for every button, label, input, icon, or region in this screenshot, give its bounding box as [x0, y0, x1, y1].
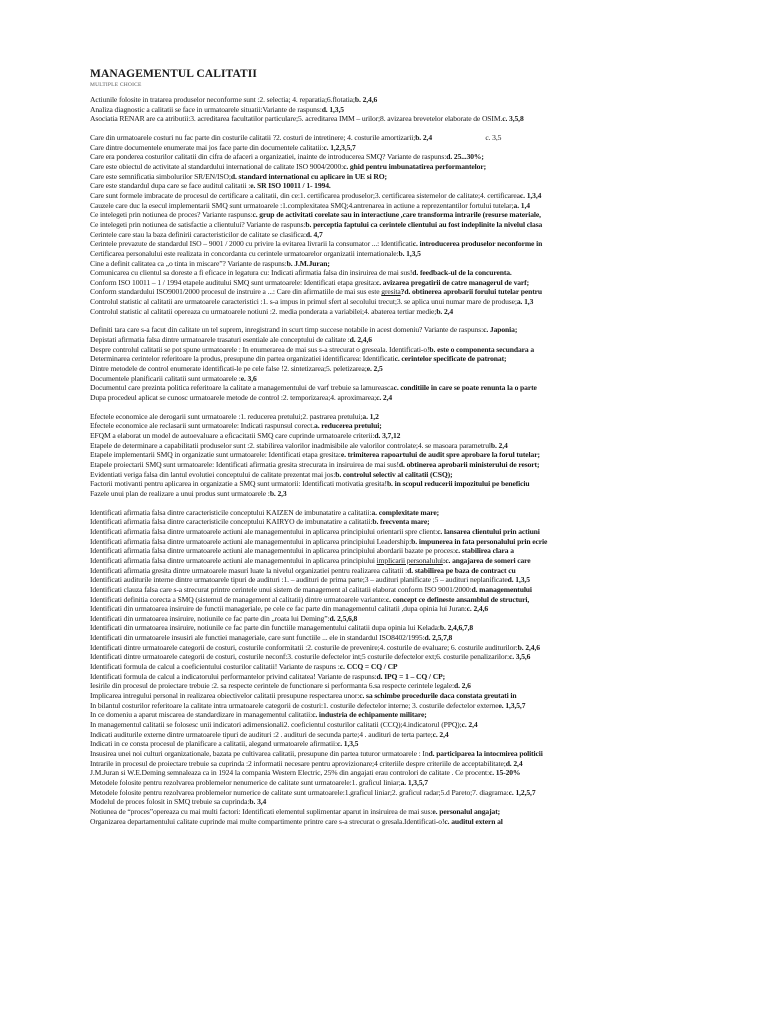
- question-line: [90, 807, 730, 817]
- question-line: [90, 701, 730, 711]
- section-gap: [90, 124, 730, 133]
- question-text: Cauzele care duc la esecul implementarii SMQ sunt urmatoarele :1.complexitatea SMQ;4.antrenarea in actiune a reprezentantilor fortului tutelar;: [90, 200, 514, 210]
- question-text: Controlul statistic al calitatii are urmatoarele caracteristici :1. s-a impus in primul sfert al secolului trecut;3. se aplica unui numar mare de produse;: [90, 297, 517, 307]
- question-line: [90, 623, 730, 633]
- answer-text: b. 2,3: [269, 488, 287, 498]
- answer-text: d. 2,4,6: [349, 335, 372, 345]
- question-text: Cerintele care stau la baza definirii caracteristicilor de calitate se clasifica:: [90, 229, 306, 239]
- answer-text: b. 3,4: [249, 797, 267, 807]
- answer-text: d. 1,3,5: [321, 104, 344, 114]
- answer-text: c. 3,5,8: [502, 114, 524, 124]
- question-line: [90, 95, 730, 105]
- answer-text: d. 1,3,5: [507, 575, 530, 585]
- question-text: Identificati afirmatia gresita dintre urmatoarele masuri luate la nivelul organizatiei pentru realizarea calitatii :: [90, 565, 408, 575]
- question-text: Identificati dintre urmatoarele categorii de costuri, costurile conformitatii :2. costurile de prevenire;4. costurile de evaluare; 6. costurile auditurilor:: [90, 642, 518, 652]
- question-line: [90, 508, 730, 518]
- question-text: Identificati dintre urmatoarele categorii de costuri, costurile neconf:3. costurile defectelor int;5 costurile defectelor ext;6. costurile penalizarilor:: [90, 652, 509, 662]
- question-line: [90, 759, 730, 769]
- answer-text: e. SR ISO 10011 / 1- 1994.: [250, 181, 331, 191]
- question-line: [90, 739, 730, 749]
- question-line: [90, 259, 730, 269]
- question-line: [90, 335, 730, 345]
- question-line: [90, 230, 730, 240]
- question-line: [90, 537, 730, 547]
- answer-text: ?d. obtinerea aprobarii forului tutelar pentru: [400, 287, 542, 297]
- question-line: [90, 181, 730, 191]
- question-text: Documentul care prezinta politica referitoare la calitate a managementului de varf trebuie sa lamureasca: [90, 383, 394, 393]
- answer-text: c. ghid pentru imbunatatirea performantelor;: [343, 161, 486, 171]
- question-line: [90, 278, 730, 288]
- question-text: Fazele unui plan de realizare a unui produs sunt urmatoarele :: [90, 488, 270, 498]
- answer-text: a. 1,3: [516, 297, 534, 307]
- question-line: [90, 817, 730, 827]
- question-text: Modelul de proces folosit in SMQ trebuie sa cuprinda:: [90, 797, 250, 807]
- answer-text: c. introducerea produselor neconforme in: [412, 239, 543, 249]
- answer-text: e. 3,6: [240, 373, 257, 383]
- question-text: Conform standardului ISO9001/2000 procesul de instruire a ...: Care din afirmatiile de mai sus este: [90, 287, 382, 297]
- answer-text: c. CCQ = CQ / CP: [339, 662, 398, 672]
- section-gap: [90, 499, 730, 508]
- extra-answer: c. 3,5: [432, 132, 502, 142]
- question-line: [90, 354, 730, 364]
- question-text: Conform ISO 10011 – 1 / 1994 etapele auditului SMQ sunt urmatoarele: Identificati etapa gresita:: [90, 277, 376, 287]
- question-line: [90, 374, 730, 384]
- question-text: Factorii motivanti pentru aplicarea in organizatie a SMQ sunt urmatorii: Identificati motivatia gresita!: [90, 479, 387, 489]
- question-text: Identificati din urmatoarele insusiri ale functiei manageriale, care sunt functiile ... ele in standardul ISO8402/1995:: [90, 633, 425, 643]
- question-line: [90, 152, 730, 162]
- answer-text: d. 25...30%;: [446, 152, 484, 162]
- question-line: [90, 585, 730, 595]
- question-line: [90, 527, 730, 537]
- question-line: [90, 546, 730, 556]
- answer-text: e. trimiterea rapoartului de audit spre aprobare la forul tutelar;: [340, 450, 540, 460]
- question-line: [90, 287, 730, 297]
- question-line: [90, 662, 730, 672]
- question-line: [90, 556, 730, 566]
- question-line: [90, 383, 730, 393]
- question-text: Actiunile folosite in tratarea produselor neconforme sunt :2. selectia; 4. reparatia;6.flotatia;: [90, 95, 355, 104]
- answer-text: d. stabilirea pe baza de contract cu: [407, 565, 516, 575]
- answer-text: e. 2,5: [366, 364, 383, 374]
- question-text: Documentele planificarii calitatii sunt urmatoarele :: [90, 373, 241, 383]
- question-line: [90, 249, 730, 259]
- question-text: Identificati afirmatia falsa dintre urmatoarele actiuni ale managementului in aplicarea principiului: [90, 555, 377, 565]
- answer-text: d. participarea la intocmirea politicii: [428, 749, 543, 758]
- answer-text: e. personalul angajat;: [432, 806, 501, 816]
- question-text: Iesirile din procesul de proiectare trebuie :2. sa respecte cerintele de functionare si performanta 6.sa respecte cerintele legale:: [90, 681, 454, 691]
- answer-text: a. 1,2: [362, 411, 379, 421]
- question-line: [90, 431, 730, 441]
- question-line: [90, 364, 730, 374]
- question-line: [90, 307, 730, 317]
- answer-text: b. perceptia faptului ca cerintele clientului au fost indeplinite la nivelul clasa: [305, 219, 543, 229]
- question-line: [90, 297, 730, 307]
- question-text: Organizarea departamentului calitate cuprinde mai multe compartimente printre care s-a strecurat o gresala.Identificati-o!: [90, 816, 445, 826]
- question-text: Identificati clauza falsa care s-a strecurat printre cerintele unui sistem de management al calitatii elaborat conform ISO 9001/2000:: [90, 584, 472, 594]
- question-text: Notiunea de “proces”opereaza cu mai multi factori: Identificati elementul suplimentar aparut in insiruirea de mai sus:: [90, 806, 433, 816]
- question-line: [90, 133, 730, 143]
- answer-text: c. auditul extern al: [444, 816, 503, 826]
- answer-text: c. sa schimbe procedurile daca constata greutati in: [359, 691, 517, 701]
- question-line: [90, 450, 730, 460]
- answer-text: c. 3,5,6: [508, 652, 531, 662]
- question-line: [90, 797, 730, 807]
- question-text: In bilantul costurilor referitoare la calitate intra urmatoarele categorii de costuri:1. costurile defectelor interne; 3. costurile defectelor externe: [90, 700, 499, 710]
- question-text: Efectele economice ale reclasarii sunt urmatoarele: Indicati raspunsul corect.: [90, 421, 315, 431]
- question-text: Definiti tara care s-a facut din calitate un tel suprem, inregistrand in scurt timp succese notabile in acest domeniu? Variante de raspuns:: [90, 325, 484, 335]
- question-line: [90, 268, 730, 278]
- question-text: Identificati afirmatia falsa dintre urmatoarele actiuni ale managementului in aplicarea principiului abordarii bazate pe proces:: [90, 546, 455, 556]
- question-line: [90, 768, 730, 778]
- answer-text: e. 1,3,5,7: [498, 700, 526, 710]
- question-line: [90, 345, 730, 355]
- answer-text: d. 2,5,6,8: [329, 613, 358, 623]
- question-text: Insusirea unei noi culturi organizationale, bazata pe cultivarea calitatii, presupune din partea tuturor urmatoarele : In: [90, 749, 429, 758]
- question-text: Metodele folosite pentru rezolvarea problemelor numerice de calitate sunt urmatoarele:1.graficul liniar;2. graficul radar;5.d Pareto;7. diagrama:: [90, 787, 509, 797]
- answer-text: d. 3,7,12: [374, 431, 401, 440]
- answer-text: b. 2,4: [436, 306, 454, 316]
- question-line: [90, 421, 730, 431]
- question-text: Care este semnificatia simbolurilor SR/EN/ISO;: [90, 171, 231, 181]
- question-text: Care sunt formele imbracate de procesul de certificare a calitatii, din ce:1. certificarea produselor;3. certificarea sistemelor de calitate;4. certificarea: [90, 190, 520, 200]
- question-line: [90, 517, 730, 527]
- question-line: [90, 672, 730, 682]
- question-text: Care din urmatoarele costuri nu fac parte din costurile calitatii ?2. costuri de intretinere; 4. costurile amortizarii;: [90, 132, 416, 142]
- question-text: Etapele proiectarii SMQ sunt urmatoarele: Identificati afirmatia gresita strecurata in insiruirea de mai sus!: [90, 459, 399, 469]
- answer-text: d. 4,7: [305, 229, 323, 239]
- question-line: [90, 749, 730, 759]
- answer-text: a. 1,4: [513, 200, 530, 210]
- document-page: [90, 68, 730, 826]
- answer-text: c. Japonia;: [483, 325, 518, 335]
- question-line: [90, 604, 730, 614]
- question-text: Identificati afirmatia falsa dintre caracteristicile conceptului KAIRYO de imbunatatire a calitatii:: [90, 517, 373, 527]
- answer-text: c. 2,4: [376, 393, 393, 403]
- question-text: Identificati definitia corecta a SMQ (sistemul de management al calitatii) dintre urmatoarele variante:: [90, 594, 386, 604]
- question-line: [90, 566, 730, 576]
- question-text: Efectele economice ale derogarii sunt urmatoarele :1. reducerea pretului;2. pastrarea pretului;: [90, 411, 363, 421]
- answer-text: d. feedback-ul de la concurenta.: [412, 268, 512, 278]
- question-text: Analiza diagnostic a calitatii se face in urmatoarele situatii:Variante de raspuns:: [90, 104, 322, 114]
- question-text: EFQM a elaborat un model de autoevaluare a eficacitatii SMQ care cuprinde urmatoarele criterii:: [90, 431, 375, 440]
- question-line: [90, 778, 730, 788]
- question-text: Depistati afirmatia falsa dintre urmatoarele trasaturi esentiale ale conceptului de calitate :: [90, 335, 350, 345]
- answer-text: c. 2,4: [461, 720, 478, 730]
- question-text: Ce intelegeti prin notiunea de satisfactie a clientului? Variante de raspuns:: [90, 219, 306, 229]
- answer-text: d. 2,5,7,8: [424, 633, 453, 643]
- question-list: [90, 95, 730, 826]
- question-line: [90, 210, 730, 220]
- question-text: Cerintele prevazute de standardul ISO – 9001 / 2000 cu privire la evitarea livrarii la consumator ...: Identificati: [90, 239, 413, 249]
- question-line: [90, 614, 730, 624]
- question-text: Identificati formula de calcul a coeficientului costurilor calitatii! Variante de raspuns :: [90, 662, 340, 672]
- question-text: Dupa procedeul aplicat se cunosc urmatoarele metode de control :2. temporizarea;4. aproximarea;: [90, 393, 377, 403]
- question-text: Implicarea intregului personal in realizarea obiectivelor calitatii presupune respectarea unor:: [90, 691, 360, 701]
- question-text: Indicati auditurile externe dintre urmatoarele tipuri de audituri :2 . audituri de secunda parte;4 . audituri de terta parte;: [90, 729, 433, 739]
- question-text: Identificati afirmatia falsa dintre caracteristicile conceptului KAIZEN de imbunatatire a calitatii:: [90, 507, 372, 517]
- question-line: [90, 143, 730, 153]
- answer-text: b. impunerea in fata personalului prin ecrie: [411, 536, 548, 546]
- answer-text: c. 1,2,5,7: [508, 787, 536, 797]
- question-text: Certificarea personalului este realizata in concordanta cu cerintele urmatoarelor organizatii internationale:: [90, 248, 399, 258]
- answer-text: d. managementului: [471, 584, 532, 594]
- answer-text: c. 1,2,3,5,7: [323, 142, 356, 152]
- answer-text: b. 2,4,6: [517, 642, 540, 652]
- question-text: Despre controlul calitatii se pot spune urmatoarele : In enumerarea de mai sus s-a strecurat o greseala. Identificati-o!: [90, 344, 430, 354]
- question-text: Care este obiectul de activitate al standardului international de calitate ISO 9004/2000:: [90, 161, 344, 171]
- question-line: [90, 460, 730, 470]
- answer-text: b. este o componenta secundara a: [429, 344, 535, 354]
- answer-text: c. conditiile in care se poate renunta la o parte: [393, 383, 537, 393]
- page-title: MANAGEMENTUL CALITATII: [90, 68, 257, 80]
- question-text: Care era ponderea costurilor calitatii din cifra de afaceri a organizatiei, inainte de introducerea SMQ? Variante de raspuns:: [90, 152, 447, 162]
- question-line: [90, 239, 730, 249]
- question-line: [90, 652, 730, 662]
- question-text: Identificati din urmatoarea insiruire, notiunile ce fac parte din functiile managementului calitatii dupa opinia lui Kelada:: [90, 623, 440, 633]
- question-text: Identificati din urmatoarea insiruire, notiunile ce fac parte din „roata lui Deming”:: [90, 613, 330, 623]
- answer-text: a. reducerea pretului;: [314, 421, 382, 431]
- question-text: Indicati in ce consta procesul de planificare a calitatii, alegand urmatoarele afirmatii:: [90, 739, 337, 749]
- answer-text: d. 2,4: [505, 758, 523, 768]
- question-line: [90, 114, 730, 124]
- section-gap: [90, 316, 730, 325]
- question-line: [90, 479, 730, 489]
- question-text: Identificati auditurile interne dintre urmatoarele tipuri de audituri :1. – audituri de prima parte;3 – audituri planificate ;5 – audituri neplanificate: [90, 575, 508, 585]
- answer-text: a. complexitate mare;: [371, 507, 440, 517]
- question-text: Ce intelegeti prin notiunea de proces? Variante raspuns:: [90, 210, 253, 220]
- underlined-word: gresita: [381, 287, 401, 297]
- question-text: Comunicarea cu clientul sa doreste a fi eficace in legatura cu: Indicati afirmatia falsa din insiruirea de mai sus!: [90, 268, 413, 278]
- answer-text: d. standard international cu aplicare in UE si RO;: [230, 171, 387, 181]
- question-line: [90, 412, 730, 422]
- answer-text: d. IPQ = 1 – CQ / CP;: [376, 671, 445, 681]
- question-line: [90, 575, 730, 585]
- answer-text: c. cerintelor specificate de patronat;: [394, 354, 507, 364]
- answer-text: b. frecventa mare;: [372, 517, 430, 527]
- question-line: [90, 730, 730, 740]
- answer-text: b. controlul selectiv al calitatii (CSQ);: [335, 469, 453, 479]
- answer-text: c. 2,4,6: [466, 604, 489, 614]
- answer-text: c. stabilirea clara a: [455, 546, 514, 556]
- question-text: Identificati formula de calcul a indicatorului performantelor privind calitatea! Variante de raspuns:: [90, 671, 377, 681]
- question-text: In ce domeniu a aparut miscarea de standardizare in managementul calitatii:: [90, 710, 313, 720]
- answer-text: b. 2,4,6,7,8: [439, 623, 474, 633]
- answer-text: c. 15-20%: [489, 768, 521, 778]
- answer-text: b. J.M.Juran;: [286, 258, 330, 268]
- question-line: [90, 720, 730, 730]
- question-text: Controlul statistic al calitatii opereaza cu urmatoarele notiuni :2. media ponderata a variabilei;4. abaterea tertiar medie;: [90, 306, 437, 316]
- question-text: J.M.Juran si W.E.Deming semnaleaza ca in 1924 la compania Western Electric, 25% din angajati erau controlori de calitate . Ce procent:: [90, 768, 489, 778]
- section-gap: [90, 403, 730, 412]
- question-line: [90, 470, 730, 480]
- question-text: Identificati afirmatia falsa dintre urmatoarele actiuni ale managementului in aplicarea principiului orientarii spre client:: [90, 526, 438, 536]
- answer-text: b. 2,4: [415, 132, 432, 142]
- answer-text: d. 2,6: [454, 681, 471, 691]
- question-line: [90, 191, 730, 201]
- answer-text: c. concept ce defineste ansamblul de structuri,: [385, 594, 530, 604]
- question-line: [90, 162, 730, 172]
- question-line: [90, 691, 730, 701]
- question-line: [90, 489, 730, 499]
- question-line: [90, 788, 730, 798]
- question-text: Intrarile in procesul de proiectare trebuie sa cuprinda :2 informatii necesare pentru aprovizionare;4 criteriile despre criteriile de acceptabilitate;: [90, 758, 506, 768]
- question-text: Evidentiati veriga falsa din lantul evolutiei conceptului de calitate prezentat mai jos:: [90, 469, 336, 479]
- question-text: In managementul calitatii se folosesc unii indicatori adimensionali2. coeficientul costurilor calitatii (CCQ);4.indicatorul (PPQ);: [90, 720, 462, 730]
- answer-text: c. 1,3,5: [336, 739, 359, 749]
- page-subtitle: MULTIPLE CHOICE: [90, 82, 142, 88]
- question-line: [90, 710, 730, 720]
- question-line: [90, 325, 730, 335]
- answer-text: b. 2,4,6: [354, 95, 378, 104]
- question-line: [90, 105, 730, 115]
- question-text: Asociatia RENAR are ca atributii:3. acreditarea facultatilor particulare;5. acreditarea IMM – urilor;8. avizarea brevetelor elaborate de OSIM.: [90, 114, 503, 124]
- question-text: Identificati din urmatoarea insiruire de functii manageriale, pe cele ce fac parte din managementul calitatii ,dupa opinia lui Juran:: [90, 604, 467, 614]
- question-text: Etapele de determinare a capabilitatii produselor sunt :2. stabilirea valorilor inadmisibile ale valorilor controlate;4. se masoara parametrul: [90, 440, 491, 450]
- question-text: Etapele implementarii SMQ in organizatie sunt urmatoarele: Identificati etapa gresita:: [90, 450, 341, 460]
- question-line: [90, 201, 730, 211]
- question-text: Care dintre documentele enumerate mai jos face parte din documentele calitatii:: [90, 142, 324, 152]
- question-text: Care este standardul dupa care se face auditul calitatii :: [90, 181, 251, 191]
- answer-text: b. in scopul reducerii impozitului pe beneficiu: [386, 479, 530, 489]
- answer-text: c. industria de echipamente militare;: [312, 710, 427, 720]
- answer-text: c. grup de activitati corelate sau in interactiune ,care transforma intrarile (resurse materiale,: [252, 210, 541, 220]
- answer-text: :c. angajarea de someri care: [442, 555, 531, 565]
- question-line: [90, 595, 730, 605]
- question-line: [90, 681, 730, 691]
- answer-text: c. avizarea pregatirii de catre managerul de varf;: [375, 277, 529, 287]
- answer-text: b. 2,4: [490, 440, 508, 450]
- question-text: Metodele folosite pentru rezolvarea problemelor nenumerice de calitate sunt urmatoarele:1. graficul liniar;: [90, 777, 401, 787]
- answer-text: c. 1,3,4: [519, 190, 542, 200]
- underlined-word: implicarii personalului: [376, 555, 443, 565]
- question-text: Dintre metodele de control enumerate identificati-le pe cele false !2. sintetizarea;5. peletizarea;: [90, 364, 367, 374]
- answer-text: a. 1,3,5,7: [400, 777, 428, 787]
- question-line: [90, 393, 730, 403]
- answer-text: c. lansarea clientului prin actiuni: [437, 526, 540, 536]
- question-line: [90, 172, 730, 182]
- question-text: Cine a definit calitatea ca „o tinta in miscare”? Variante de raspuns:: [90, 258, 287, 268]
- question-line: [90, 441, 730, 451]
- question-line: [90, 633, 730, 643]
- question-text: Determinarea cerintelor referitoare la produs, presupune din partea organizatiei identificarea: Identificati: [90, 354, 395, 364]
- answer-text: b. 1,3,5: [398, 248, 421, 258]
- question-text: Identificati afirmatia falsa dintre urmatoarele actiuni ale managementului in aplicarea principiului Leadership:: [90, 536, 412, 546]
- answer-text: d. obtinerea aprobarii ministerului de resort;: [398, 459, 540, 469]
- answer-text: c. 2,4: [432, 729, 449, 739]
- question-line: [90, 643, 730, 653]
- question-line: [90, 220, 730, 230]
